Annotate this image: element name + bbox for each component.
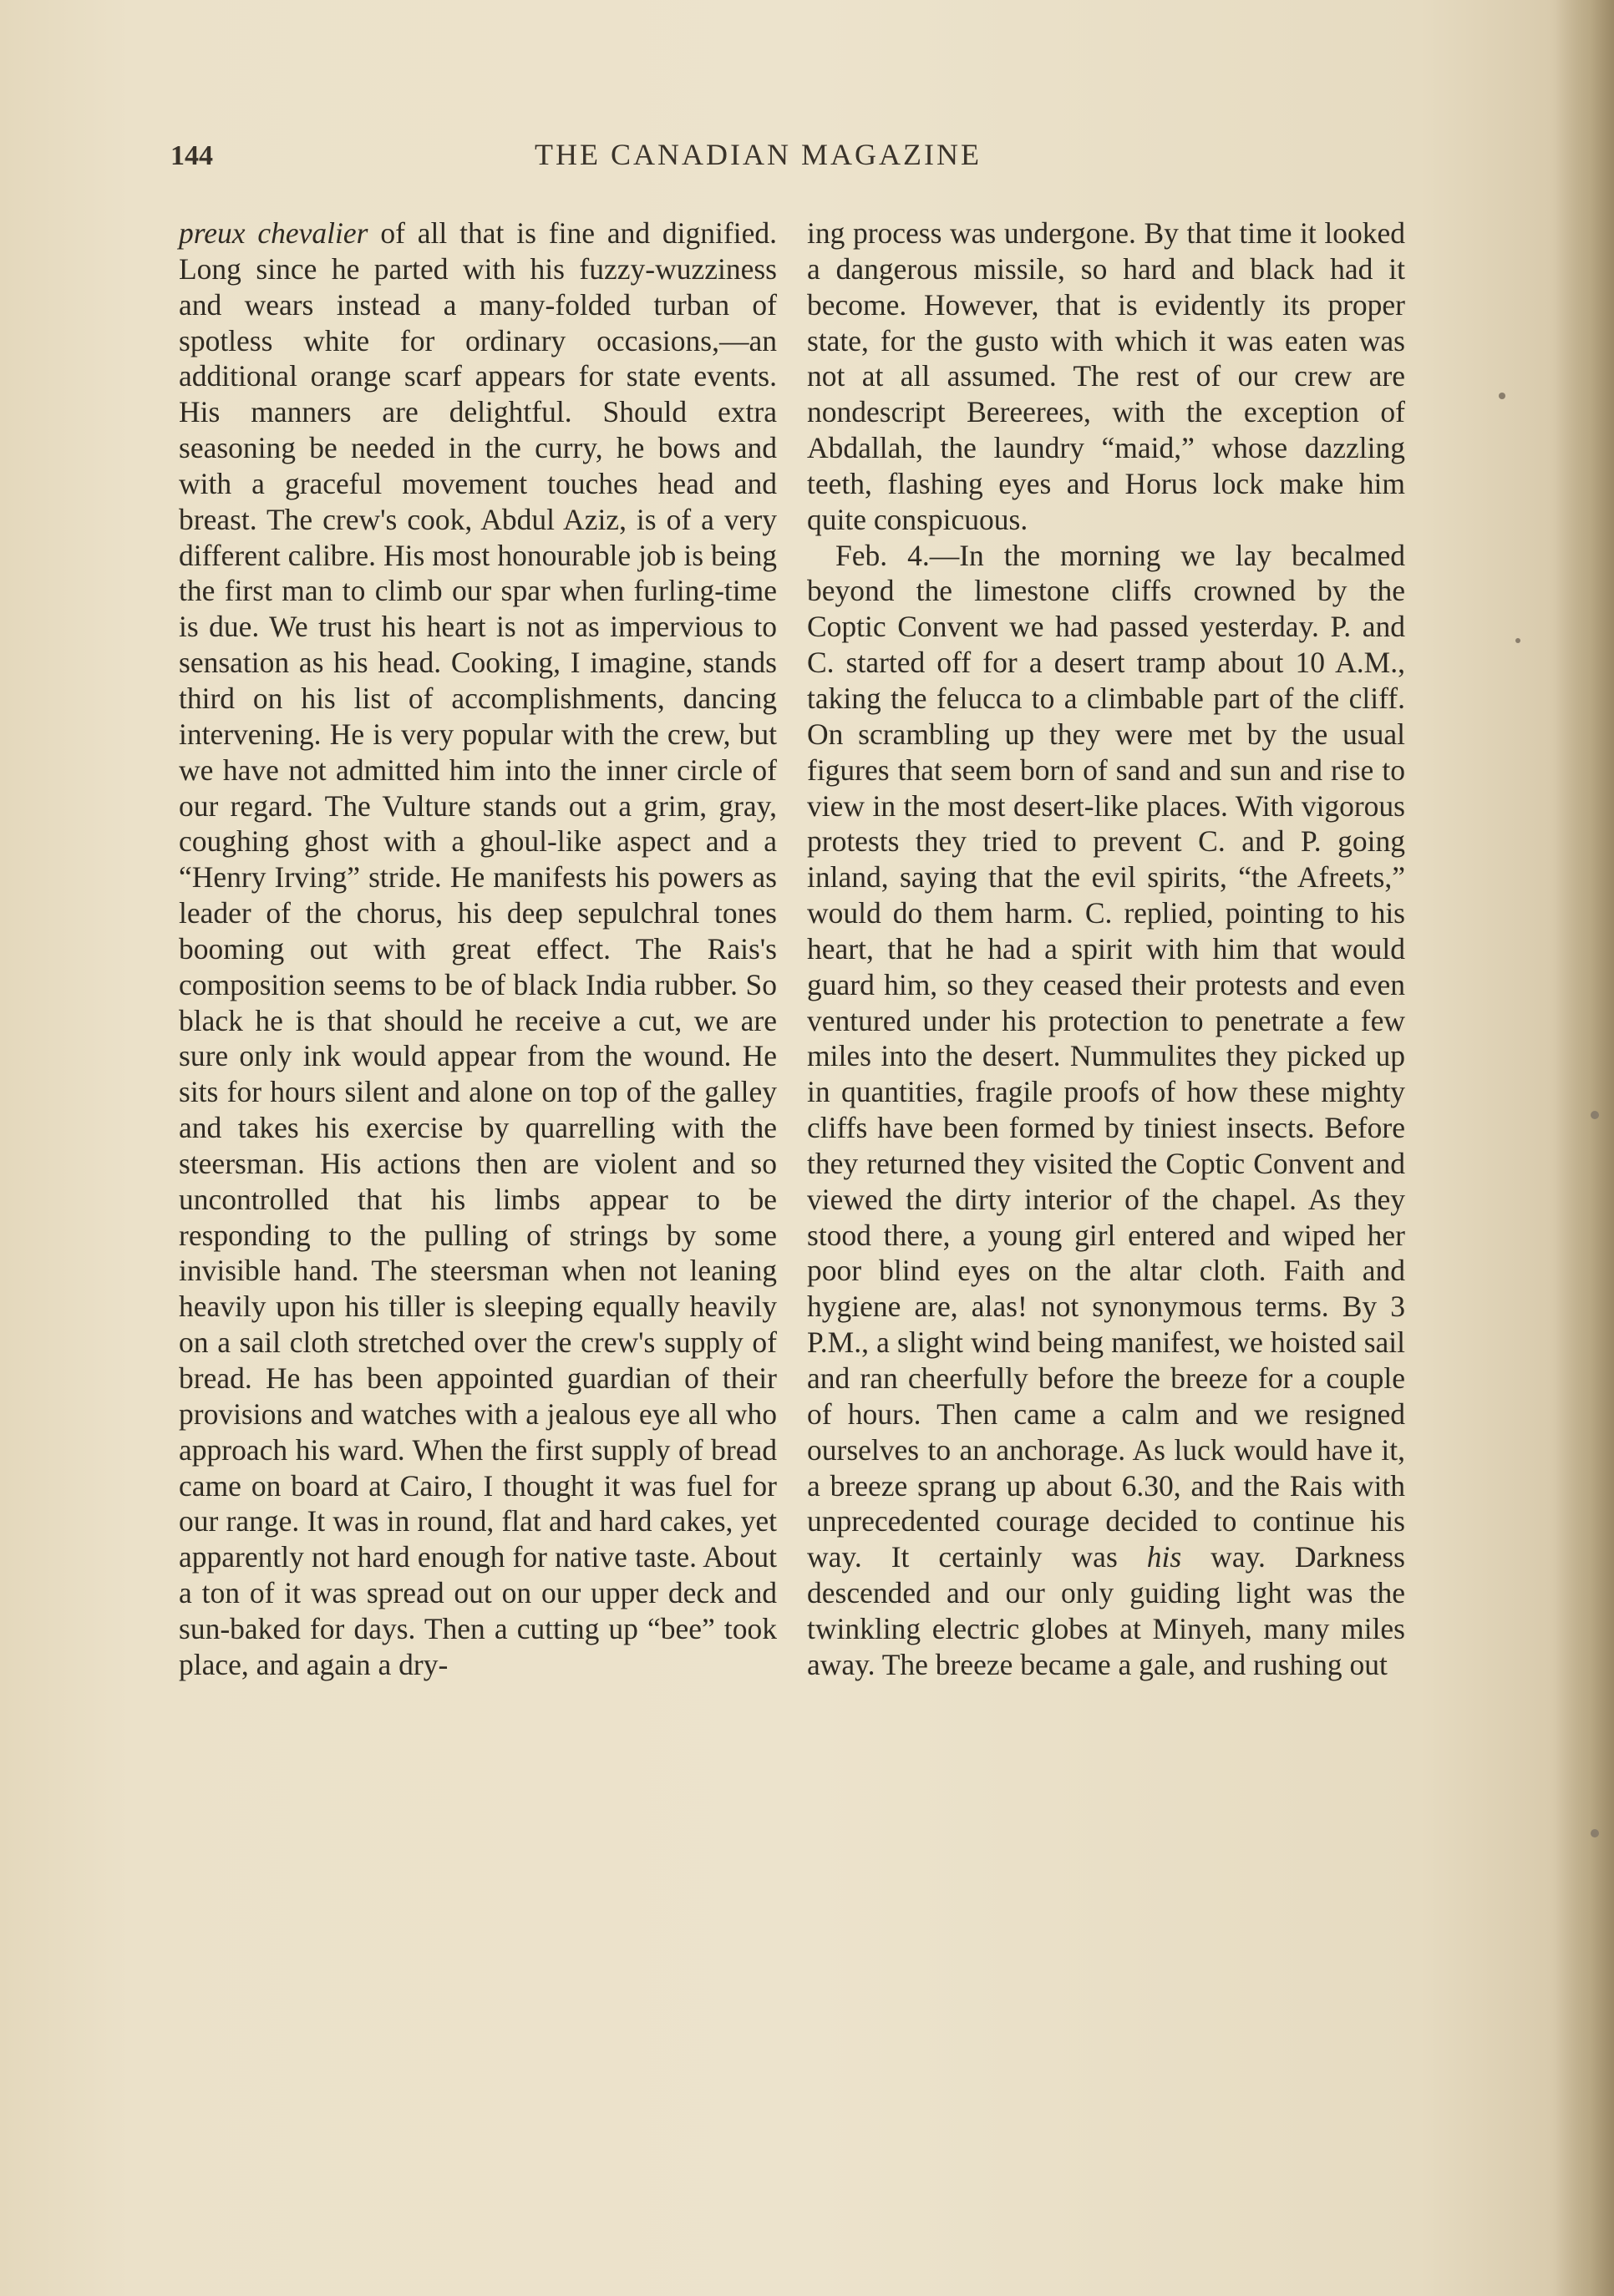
- page-number: 144: [170, 140, 213, 171]
- italic-phrase: preux chevalier: [179, 216, 368, 250]
- italic-his: his: [1146, 1540, 1182, 1574]
- right-paragraph-continued: [807, 215, 1405, 538]
- paper-speck: [1591, 1829, 1599, 1837]
- paper-speck: [1515, 638, 1520, 643]
- page-header: [0, 134, 1614, 192]
- page-spine-shadow: [1556, 0, 1614, 2296]
- paper-speck: [1591, 1111, 1599, 1119]
- right-paragraph-2-text-b: way. Darkness descended and our only guiding light was the twinkling electric globes at Minyeh, many miles away. The breeze became a gale, and rushing out: [807, 1540, 1405, 1681]
- left-paragraph-text: of all that is fine and dignified. Long since he parted with his fuzzy-wuzziness and wears instead a many-folded turban of spotless white for ordinary occasions,—an additional orange scarf appears for state events. His manners are delightful. Should extra seasoning be needed in the curry, he bows and with a graceful movement touches head and breast. The crew's cook, Abdul Aziz, is of a very different calibre. His most honourable job is being the first man to climb our spar when furling-time is due. We trust his heart is not as impervious to sensation as his head. Cooking, I imagine, stands third on his list of accomplishments, dancing intervening. He is very popular with the crew, but we have not admitted him into the inner circle of our regard. The Vulture stands out a grim, gray, coughing ghost with a ghoul-like aspect and a “Henry Irving” stride. He manifests his powers as leader of the chorus, his deep sepulchral tones booming out with great effect. The Rais's composition seems to be of black India rubber. So black he is that should he receive a cut, we are sure only ink would appear from the wound. He sits for hours silent and alone on top of the galley and takes his exercise by quarrelling with the steersman. His actions then are violent and so uncontrolled that his limbs appear to be responding to the pulling of strings by some invisible hand. The steersman when not leaning heavily upon his tiller is sleeping equally heavily on a sail cloth stretched over the crew's supply of bread. He has been appointed guardian of their provisions and watches with a jealous eye all who approach his ward. When the first supply of bread came on board at Cairo, I thought it was fuel for our range. It was in round, flat and hard cakes, yet apparently not hard enough for native taste. About a ton of it was spread out on our upper deck and sun-baked for days. Then a cutting up “bee” took place, and again a dry-: [179, 216, 777, 1681]
- left-column: [179, 215, 777, 1683]
- running-title: THE CANADIAN MAGAZINE: [535, 138, 982, 171]
- right-column: [807, 215, 1405, 1683]
- right-paragraph-1-text: ing process was undergone. By that time it looked a dangerous missile, so hard and black had it become. However, that is evidently its proper state, for the gusto with which it was eaten was not at all assumed. The rest of our crew are nondescript Bereerees, with the exception of Abdallah, the laundry “maid,” whose dazzling teeth, flashing eyes and Horus lock make him quite conspicuous.: [807, 216, 1405, 536]
- left-paragraph: [179, 215, 777, 1683]
- paper-speck: [1499, 393, 1505, 399]
- right-paragraph-2-text-a: Feb. 4.—In the morning we lay becalmed beyond the limestone cliffs crowned by the Coptic Convent we had passed yesterday. P. and C. started off for a desert tramp about 10 A.M., taking the felucca to a climbable part of the cliff. On scrambling up they were met by the usual figures that seem born of sand and sun and rise to view in the most desert-like places. With vigorous protests they tried to prevent C. and P. going inland, saying that the evil spirits, “the Afreets,” would do them harm. C. replied, pointing to his heart, that he had a spirit with him that would guard him, so they ceased their protests and even ventured under his protection to penetrate a few miles into the desert. Nummulites they picked up in quantities, fragile proofs of how these mighty cliffs have been formed by tiniest insects. Before they returned they visited the Coptic Convent and viewed the dirty interior of the chapel. As they stood there, a young girl entered and wiped her poor blind eyes on the altar cloth. Faith and hygiene are, alas! not synonymous terms. By 3 P.M., a slight wind being manifest, we hoisted sail and ran cheerfully before the breeze for a couple of hours. Then came a calm and we resigned ourselves to an anchorage. As luck would have it, a breeze sprang up about 6.30, and the Rais with unprecedented courage decided to continue his way. It certainly was: [807, 538, 1405, 1574]
- right-paragraph-feb4: [807, 538, 1405, 1683]
